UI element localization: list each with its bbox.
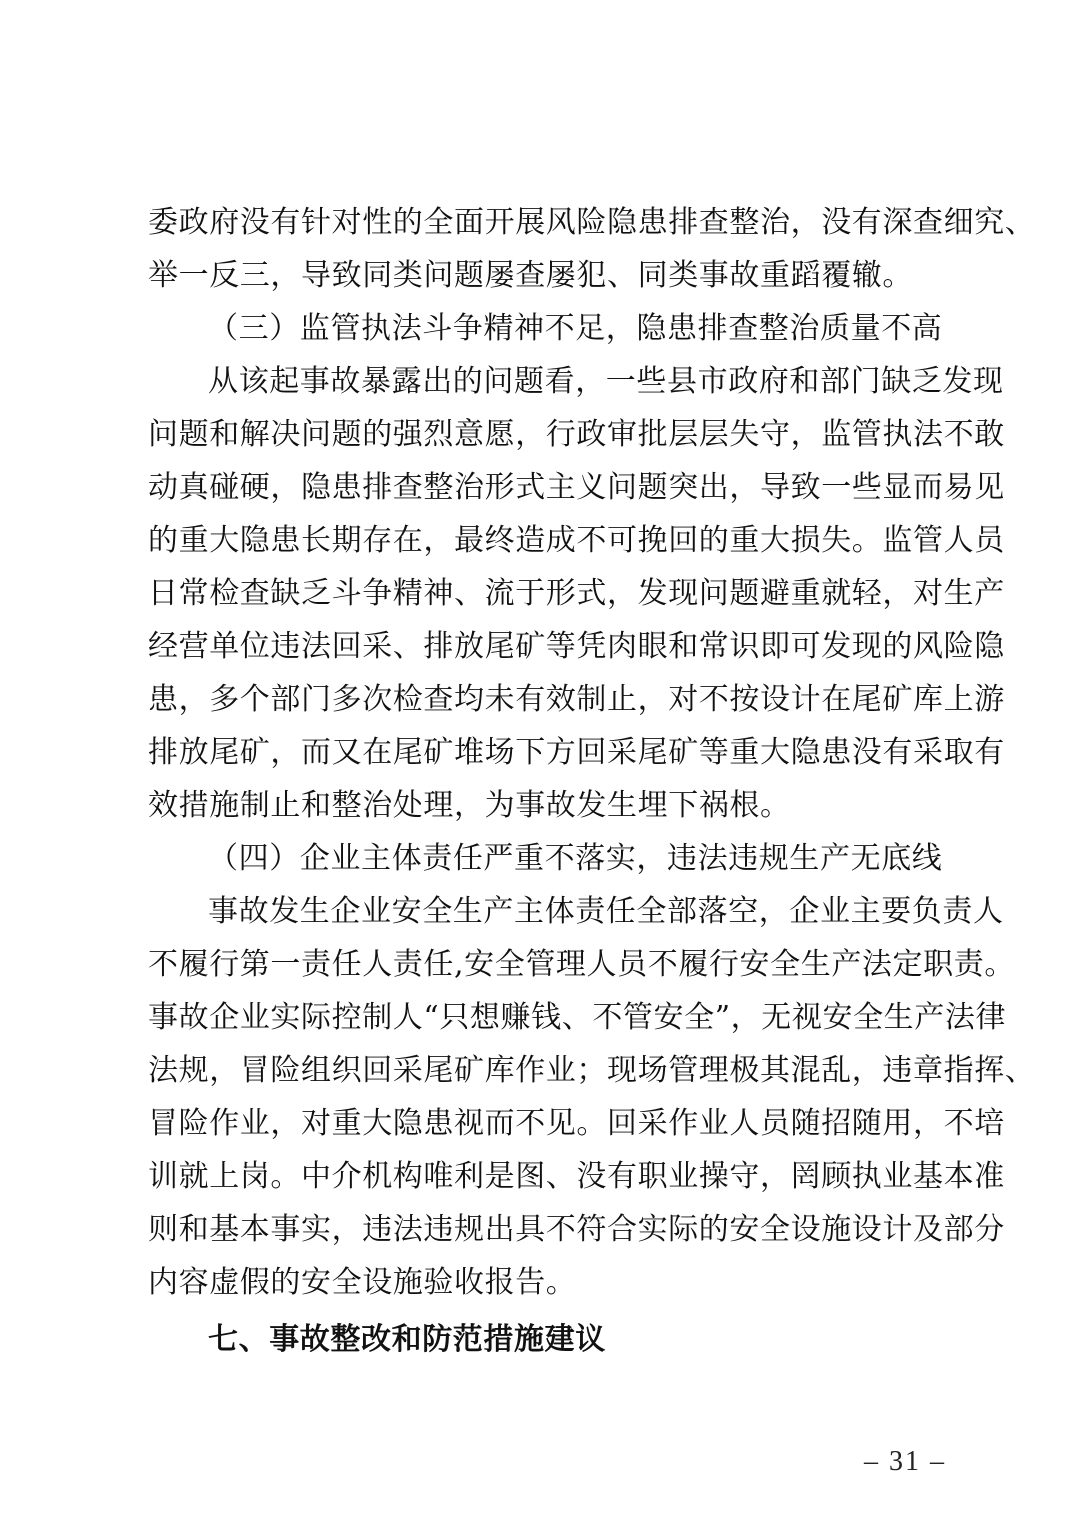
text-line: 事故发生企业安全生产主体责任全部落空，企业主要负责人: [208, 894, 1004, 929]
text-line: 排放尾矿，而又在尾矿堆场下方回采尾矿等重大隐患没有采取有: [148, 735, 1005, 770]
text-line: 患，多个部门多次检查均未有效制止，对不按设计在尾矿库上游: [148, 682, 1005, 717]
section-heading: 七、事故整改和防范措施建议: [208, 1322, 606, 1357]
subsection-4: [148, 832, 1036, 1309]
document-body: [148, 196, 1036, 1366]
text-line: 内容虚假的安全设施验收报告。: [148, 1265, 577, 1300]
text-line: 问题和解决问题的强烈意愿，行政审批层层失守，监管执法不敢: [148, 417, 1005, 452]
text-line: 动真碰硬，隐患排查整治形式主义问题突出，导致一些显而易见: [148, 470, 1005, 505]
text-line: 训就上岗。中介机构唯利是图、没有职业操守，罔顾执业基本准: [148, 1159, 1005, 1194]
paragraph-continuation: [148, 196, 1036, 302]
text-line: 事故企业实际控制人“只想赚钱、不管安全”，无视安全生产法律: [148, 1000, 1007, 1035]
page-number: – 31 –: [864, 1446, 946, 1477]
text-line: 的重大隐患长期存在，最终造成不可挽回的重大损失。监管人员: [148, 523, 1005, 558]
section-7: [148, 1313, 948, 1366]
text-line: 举一反三，导致同类问题屡查屡犯、同类事故重蹈覆辙。: [148, 258, 913, 293]
text-line: 经营单位违法回采、排放尾矿等凭肉眼和常识即可发现的风险隐: [148, 629, 1005, 664]
text-line: 不履行第一责任人责任,安全管理人员不履行安全生产法定职责。: [148, 947, 1015, 982]
subsection-heading: （三）监管执法斗争精神不足，隐患排查整治质量不高: [208, 311, 943, 346]
text-line: 从该起事故暴露出的问题看，一些县市政府和部门缺乏发现: [208, 364, 1004, 399]
subsection-3: [148, 302, 1005, 832]
text-line: 冒险作业，对重大隐患视而不见。回采作业人员随招随用，不培: [148, 1106, 1005, 1141]
text-line: 法规，冒险组织回采尾矿库作业；现场管理极其混乱，违章指挥、: [148, 1053, 1036, 1088]
text-line: 效措施制止和整治处理，为事故发生埋下祸根。: [148, 788, 791, 823]
text-line: 日常检查缺乏斗争精神、流于形式，发现问题避重就轻，对生产: [148, 576, 1005, 611]
text-line: 则和基本事实，违法违规出具不符合实际的安全设施设计及部分: [148, 1212, 1005, 1247]
subsection-heading: （四）企业主体责任严重不落实，违法违规生产无底线: [208, 841, 943, 876]
text-line: 委政府没有针对性的全面开展风险隐患排查整治，没有深查细究、: [148, 205, 1036, 240]
